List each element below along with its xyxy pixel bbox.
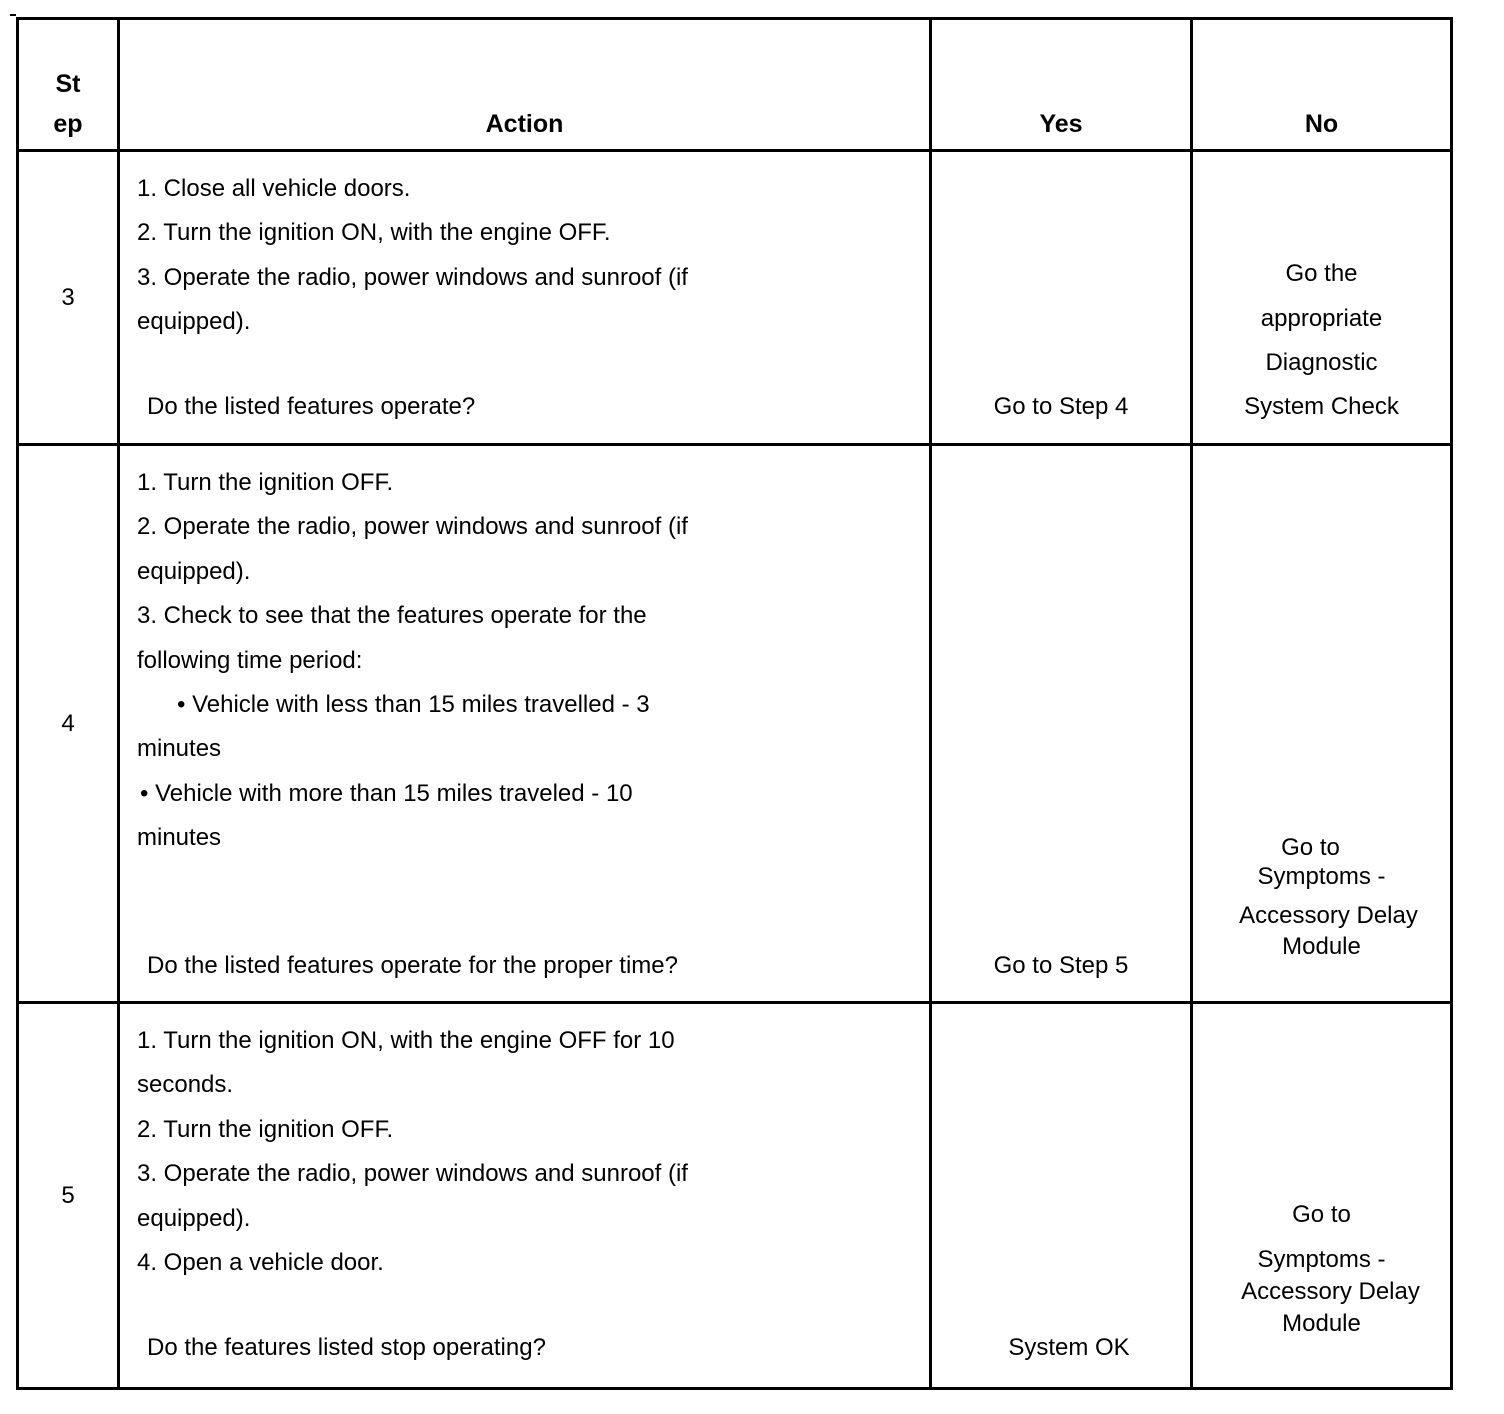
no-result-line: Go the	[1285, 260, 1358, 287]
action-line: 2. Turn the ignition ON, with the engine OFF.	[137, 219, 611, 246]
header-row	[18, 19, 1452, 151]
action-line: 1. Turn the ignition OFF.	[137, 469, 394, 496]
action-line: 4. Open a vehicle door.	[137, 1249, 384, 1276]
action-line: 3. Operate the radio, power windows and sunroof (if	[137, 1160, 688, 1187]
action-line: equipped).	[137, 558, 251, 585]
yes-header: Yes	[931, 19, 1192, 151]
action-line: 1. Close all vehicle doors.	[137, 175, 411, 202]
yes-result: Go to Step 5	[993, 952, 1129, 979]
action-line: following time period:	[137, 647, 363, 674]
no-cell	[1192, 1003, 1452, 1389]
step-header	[18, 19, 119, 151]
step-number: 3	[18, 151, 119, 445]
action-line: 2. Turn the ignition OFF.	[137, 1116, 394, 1143]
no-result-line: Accessory Delay	[1239, 902, 1418, 929]
action-cell	[119, 445, 931, 1003]
table-row	[18, 1003, 1452, 1389]
action-line: minutes	[137, 824, 222, 851]
action-cell	[119, 1003, 931, 1389]
no-result-line: Module	[1282, 933, 1361, 960]
action-line: 1. Turn the ignition ON, with the engine OFF for 10	[137, 1027, 675, 1054]
action-question: Do the listed features operate for the proper time?	[147, 952, 678, 979]
step-number: 5	[18, 1003, 119, 1389]
step-number: 4	[18, 445, 119, 1003]
action-header: Action	[119, 19, 931, 151]
yes-cell	[931, 1003, 1192, 1389]
table-row	[18, 151, 1452, 445]
table-row	[18, 445, 1452, 1003]
action-question: Do the features listed stop operating?	[147, 1334, 546, 1361]
no-result-line: Go to	[1292, 1201, 1351, 1228]
no-cell	[1192, 151, 1452, 445]
step-header-line2: ep	[53, 110, 83, 138]
action-line: 2. Operate the radio, power windows and sunroof (if	[137, 513, 688, 540]
no-cell	[1192, 445, 1452, 1003]
action-cell	[119, 151, 931, 445]
action-line: seconds.	[137, 1071, 234, 1098]
no-result-line: appropriate	[1260, 305, 1383, 332]
yes-cell	[931, 445, 1192, 1003]
diagnostic-table	[16, 17, 1453, 1390]
no-header: No	[1192, 19, 1452, 151]
action-line: 3. Operate the radio, power windows and sunroof (if	[137, 264, 688, 291]
bullet-line: • Vehicle with less than 15 miles travelled - 3	[177, 691, 650, 718]
no-result-line: Diagnostic	[1265, 349, 1378, 376]
no-result-line: Go to	[1281, 834, 1340, 861]
no-result-line: System Check	[1244, 393, 1399, 420]
action-line: equipped).	[137, 308, 251, 335]
yes-result: Go to Step 4	[993, 393, 1129, 420]
no-result-line: Symptoms -	[1257, 863, 1386, 890]
no-result-line: Symptoms -	[1257, 1246, 1386, 1273]
corner-mark	[10, 14, 16, 16]
action-question: Do the listed features operate?	[147, 393, 476, 420]
action-line: 3. Check to see that the features operate for the	[137, 602, 647, 629]
no-result-line: Module	[1282, 1310, 1361, 1337]
step-header-line1: St	[55, 70, 81, 98]
action-line: minutes	[137, 735, 222, 762]
yes-cell	[931, 151, 1192, 445]
no-result-line: Accessory Delay	[1241, 1278, 1420, 1305]
action-line: equipped).	[137, 1205, 251, 1232]
bullet-line: • Vehicle with more than 15 miles traveled - 10	[140, 780, 633, 807]
yes-result: System OK	[1008, 1334, 1130, 1361]
